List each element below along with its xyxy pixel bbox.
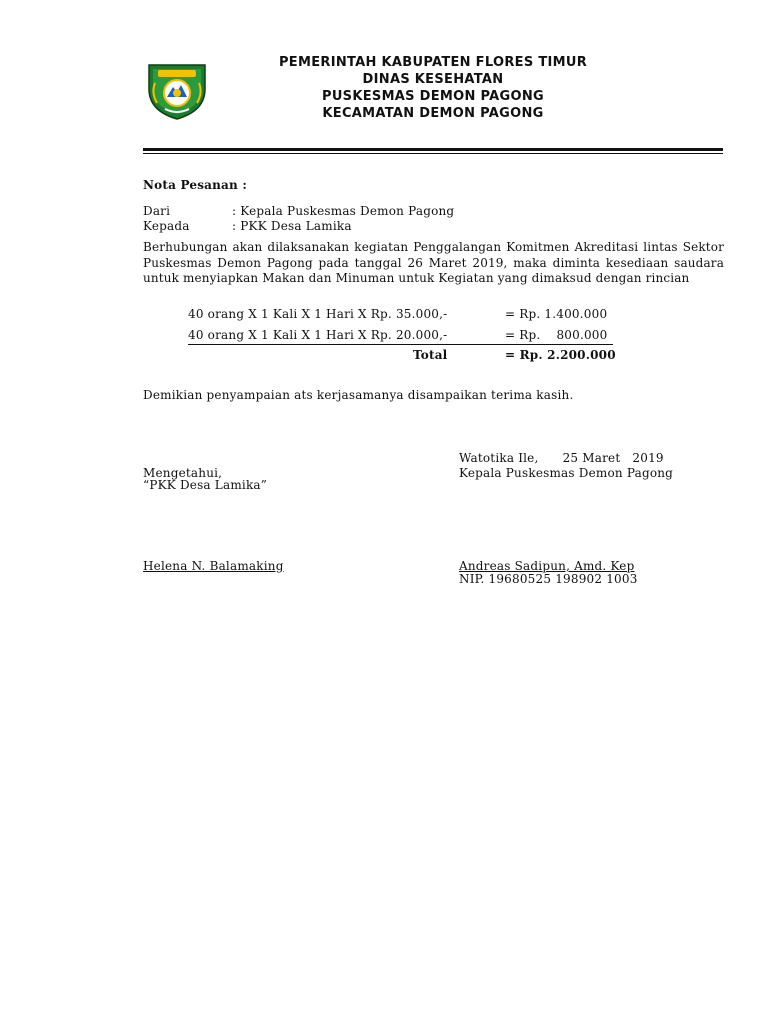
- kop-line-2: DINAS KESEHATAN: [362, 72, 504, 87]
- rincian-amount-1: = Rp. 1.400.000: [505, 307, 608, 321]
- rincian-amount-2: = Rp. 800.000: [505, 328, 608, 342]
- kepada-label: Kepada: [143, 219, 190, 233]
- right-signer-name: Andreas Sadipun, Amd. Kep: [459, 559, 635, 573]
- district-emblem-icon: [143, 59, 211, 121]
- letterhead-divider-thick: [143, 148, 723, 151]
- left-signatory-org: “PKK Desa Lamika”: [143, 478, 268, 492]
- kop-line-1: PEMERINTAH KABUPATEN FLORES TIMUR: [278, 55, 588, 70]
- closing-sentence: Demikian penyampaian ats kerjasamanya disampaikan terima kasih.: [143, 388, 574, 402]
- total-amount: = Rp. 2.200.000: [505, 348, 616, 362]
- right-signatory-title: Kepala Puskesmas Demon Pagong: [459, 466, 674, 480]
- dari-value: : Kepala Puskesmas Demon Pagong: [232, 204, 455, 218]
- document-heading: Nota Pesanan :: [143, 178, 247, 192]
- rincian-desc-2: 40 orang X 1 Kali X 1 Hari X Rp. 20.000,-: [188, 328, 448, 342]
- letterhead-divider-thin: [143, 153, 723, 154]
- left-signer-name: Helena N. Balamaking: [143, 559, 284, 573]
- dari-label: Dari: [143, 204, 171, 218]
- kepada-value: : PKK Desa Lamika: [232, 219, 352, 233]
- kop-line-4: KECAMATAN DEMON PAGONG: [322, 106, 544, 121]
- rincian-row-2: [188, 328, 613, 345]
- body-paragraph: Berhubungan akan dilaksanakan kegiatan Penggalangan Komitmen Akreditasi lintas Sektor Puskesmas Demon Pagong pada tanggal 26 Maret 2019, maka diminta kesediaan saudara untuk menyiapkan Makan dan Minuman untuk Kegiatan yang dimaksud dengan rincian: [143, 240, 724, 286]
- rincian-desc-1: 40 orang X 1 Kali X 1 Hari X Rp. 35.000,-: [188, 307, 448, 321]
- left-signatory-title: Mengetahui,: [143, 466, 223, 480]
- place-date: Watotika Ile, 25 Maret 2019: [459, 451, 664, 465]
- right-signer-nip: NIP. 19680525 198902 1003: [459, 572, 638, 586]
- kop-line-3: PUSKESMAS DEMON PAGONG: [322, 89, 544, 104]
- total-label: Total: [413, 348, 448, 362]
